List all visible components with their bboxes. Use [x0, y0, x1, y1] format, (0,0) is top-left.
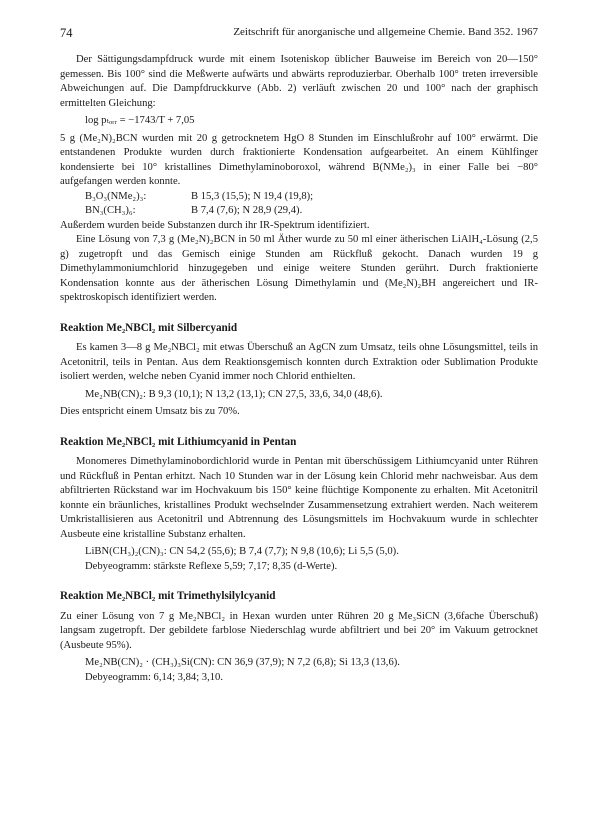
paragraph-agcn-reaction: Es kamen 3—8 g Me₂NBCl₂ mit etwas Überschuß an AgCN zum Umsatz, teils ohne Lösungsmittel, teils in Acetonitril, teils in Pentan. Aus dem Reaktionsgemisch konnten durch Extraktion oder Sublimation Produkte isoliert werden, welche neben Cyanid immer noch Chlorid enthielten. — [60, 342, 538, 382]
paragraph-ir-identified: Außerdem wurden beide Substanzen durch ihr IR-Spektrum identifiziert. — [60, 219, 370, 231]
paragraph-vapor-pressure: Der Sättigungsdampfdruck wurde mit einem Isoteniskop üblicher Bauweise im Bereich von 20—150° gemessen. Bis 100° sind die Meßwerte aufwärts und abwärts reproduzierbar. Oberhalb 100° treten irreversible Abweichungen auf. Die Dampfdruckkurve (Abb. 2) verläuft zwischen 20 und 100° nach der graphisch ermittelten Gleichung: — [60, 54, 538, 109]
analysis-line: LiBN(CH₃)₂(CN)₃: CN 54,2 (55,6); B 7,4 (7,7); N 9,8 (10,6); Li 5,5 (5,0). — [85, 546, 399, 557]
page-header — [60, 26, 538, 40]
debyeogram-line: Debyeogramm: 6,14; 3,84; 3,10. — [85, 671, 223, 683]
analysis-formula: B₃O₃(NMe₂)₃: — [85, 190, 147, 202]
analysis-block — [85, 190, 538, 219]
analysis-row — [85, 204, 538, 219]
running-title: Zeitschrift für anorganische und allgemeine Chemie. Band 352. 1967 — [233, 26, 538, 38]
analysis-values: B 7,4 (7,6); N 28,9 (29,4). — [191, 205, 303, 216]
section-heading-lithiumcyanid: Reaktion Me₂NBCl₂ mit Lithiumcyanid in Pentan — [60, 435, 297, 448]
analysis-formula: BN₃(CH₃)₆: — [85, 205, 136, 216]
vapor-pressure-equation: log pₜₒᵣᵣ = −1743/T + 7,05 — [85, 115, 195, 126]
analysis-values: B 15,3 (15,5); N 19,4 (19,8); — [191, 190, 314, 202]
paragraph-hgo-reaction: 5 g (Me₂N)₂BCN wurden mit 20 g getrocknetem HgO 8 Stunden im Einschlußrohr auf 100° erwärmt. Die entstandenen Produkte wurden durch fraktionierte Kondensation aufgearbeitet. An einem Kühlfinger kondensierte bei 10° kristallines Dimethylaminoboroxol, während B(NMe₂)₃ in einer Falle bei −80° aufgefangen werden konnte. — [60, 132, 538, 187]
section-heading-silbercyanid: Reaktion Me₂NBCl₂ mit Silbercyanid — [60, 321, 238, 334]
debyeogram-line: Debyeogramm: stärkste Reflexe 5,59; 7,17; 8,35 (d-Werte). — [85, 560, 338, 572]
analysis-row — [85, 190, 538, 205]
paragraph-licn-reaction: Monomeres Dimethylaminobordichlorid wurde in Pentan mit überschüssigem Lithiumcyanid unter Rühren und Rückfluß in Pentan erhitzt. Nach 10 Stunden war in der Lösung kein Chlorid mehr nachweisbar. Aus dem abfiltrierten Rückstand war im Hochvakuum bis 150° keine flüchtige Komponente zu erhalten. Mit Acetonitril konnte ein bräunliches, kristallines Produkt wechselnder Zusammensetzung extrahiert werden. Nach weiterem Umkristallisieren aus Acetonitril und Abtrennung des Lösungsmittels im Hochvakuum wurde in schlechter Ausbeute eine kristalline Substanz erhalten. — [60, 456, 538, 540]
paragraph-me3sicn-reaction: Zu einer Lösung von 7 g Me₂NBCl₂ in Hexan wurden unter Rühren 20 g Me₃SiCN (3,6fache Überschuß) langsam zugetropft. Der gebildete farblose Niederschlag wurde abfiltriert und bei 20° im Vakuum getrocknet (Ausbeute 95%). — [60, 610, 538, 651]
analysis-line: Me₂NB(CN)₂: B 9,3 (10,1); N 13,2 (13,1); CN 27,5, 33,6, 34,0 (48,6). — [85, 388, 383, 400]
page-number: 74 — [60, 26, 73, 40]
body-text — [60, 53, 538, 685]
analysis-line: Me₂NB(CN)₂ · (CH₃)₃Si(CN): CN 36,9 (37,9); N 7,2 (6,8); Si 13,3 (13,6). — [85, 657, 400, 668]
paragraph-conversion: Dies entspricht einem Umsatz bis zu 70%. — [60, 406, 240, 417]
paragraph-lialh4-reaction: Eine Lösung von 7,3 g (Me₂N)₂BCN in 50 ml Äther wurde zu 50 ml einer ätherischen LiAlH₄-Lösung (2,5 g) zugetropft und das Gemisch einige Stunden am Rückfluß gekocht. Danach wurden 19 g Dimethylammoniumchlorid hinzugegeben und einige weitere Stunden gerührt. Durch fraktionierte Kondensation konnte aus der ätherischen Lösung Dimethylamin und (Me₂N)₂BH angereichert und IR-spektroskopisch identifiziert werden. — [60, 234, 538, 303]
section-heading-trimethylsilylcyanid: Reaktion Me₂NBCl₂ mit Trimethylsilylcyanid — [60, 590, 276, 602]
